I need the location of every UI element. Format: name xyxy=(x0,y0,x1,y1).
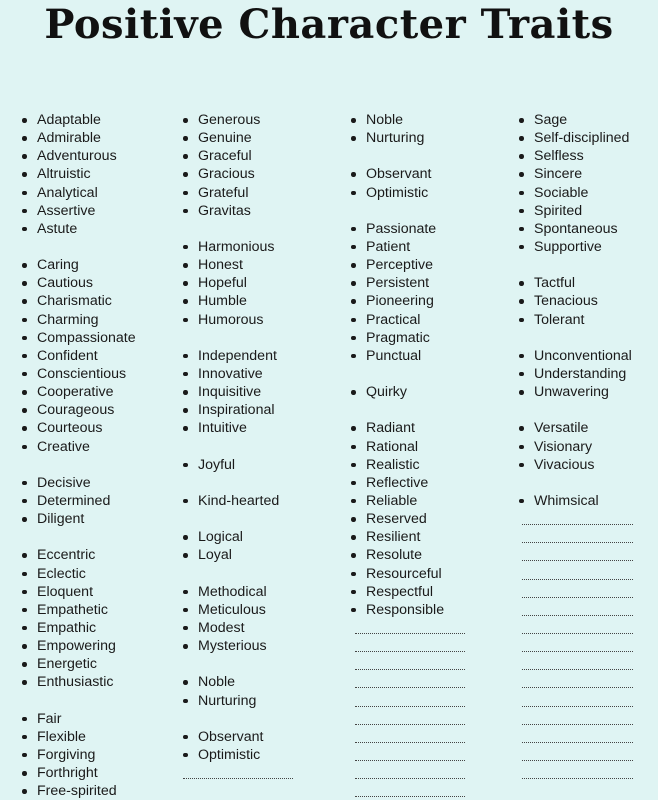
trait-item: Mysterious xyxy=(183,637,333,655)
trait-item: Passionate xyxy=(351,220,511,238)
dotted-blank-line xyxy=(522,655,633,673)
dotted-blank-line xyxy=(355,619,465,637)
trait-item: Optimistic xyxy=(183,746,333,764)
spacer xyxy=(519,256,654,274)
trait-item: Intuitive xyxy=(183,419,333,437)
dotted-blank-line xyxy=(355,673,465,691)
trait-item: Cooperative xyxy=(22,383,172,401)
spacer xyxy=(183,655,333,673)
trait-item: Spirited xyxy=(519,202,654,220)
spacer xyxy=(183,710,333,728)
trait-item: Honest xyxy=(183,256,333,274)
trait-item: Gravitas xyxy=(183,202,333,220)
spacer xyxy=(183,220,333,238)
trait-item: Charismatic xyxy=(22,292,172,310)
trait-item: Tactful xyxy=(519,274,654,292)
trait-item: Empathic xyxy=(22,619,172,637)
trait-item: Reflective xyxy=(351,474,511,492)
trait-item: Noble xyxy=(351,111,511,129)
trait-item: Resourceful xyxy=(351,565,511,583)
trait-item: Assertive xyxy=(22,202,172,220)
trait-item: Supportive xyxy=(519,238,654,256)
trait-item: Nurturing xyxy=(183,692,333,710)
trait-item: Conscientious xyxy=(22,365,172,383)
trait-item: Humorous xyxy=(183,311,333,329)
spacer xyxy=(519,329,654,347)
trait-item: Eloquent xyxy=(22,583,172,601)
trait-item: Courteous xyxy=(22,419,172,437)
dotted-blank-line xyxy=(522,673,633,691)
trait-item: Hopeful xyxy=(183,274,333,292)
dotted-blank-line xyxy=(522,510,633,528)
trait-item: Empathetic xyxy=(22,601,172,619)
trait-item: Vivacious xyxy=(519,456,654,474)
dotted-blank-line xyxy=(355,764,465,782)
trait-item: Generous xyxy=(183,111,333,129)
trait-item: Unconventional xyxy=(519,347,654,365)
spacer xyxy=(519,401,654,419)
dotted-blank-line xyxy=(522,565,633,583)
trait-item: Pragmatic xyxy=(351,329,511,347)
trait-item: Punctual xyxy=(351,347,511,365)
trait-item: Inquisitive xyxy=(183,383,333,401)
trait-item: Tolerant xyxy=(519,311,654,329)
trait-item: Responsible xyxy=(351,601,511,619)
spacer xyxy=(183,329,333,347)
dotted-blank-line xyxy=(355,692,465,710)
trait-item: Confident xyxy=(22,347,172,365)
trait-item: Respectful xyxy=(351,583,511,601)
trait-item: Decisive xyxy=(22,474,172,492)
dotted-blank-line xyxy=(522,692,633,710)
trait-item: Empowering xyxy=(22,637,172,655)
spacer xyxy=(183,474,333,492)
trait-item: Persistent xyxy=(351,274,511,292)
trait-item: Whimsical xyxy=(519,492,654,510)
trait-item: Meticulous xyxy=(183,601,333,619)
spacer xyxy=(183,438,333,456)
trait-item: Graceful xyxy=(183,147,333,165)
trait-item: Eclectic xyxy=(22,565,172,583)
trait-item: Grateful xyxy=(183,184,333,202)
spacer xyxy=(22,528,172,546)
trait-item: Noble xyxy=(183,673,333,691)
page-title: Positive Character Traits xyxy=(44,1,614,48)
trait-item: Admirable xyxy=(22,129,172,147)
spacer xyxy=(183,565,333,583)
spacer xyxy=(22,692,172,710)
trait-column-3 xyxy=(351,111,511,800)
dotted-blank-line xyxy=(522,601,633,619)
trait-item: Fair xyxy=(22,710,172,728)
trait-item: Modest xyxy=(183,619,333,637)
trait-item: Sincere xyxy=(519,165,654,183)
trait-item: Self-disciplined xyxy=(519,129,654,147)
trait-item: Adaptable xyxy=(22,111,172,129)
trait-item: Free-spirited xyxy=(22,782,172,800)
trait-column-2 xyxy=(183,111,333,782)
trait-item: Visionary xyxy=(519,438,654,456)
trait-item: Tenacious xyxy=(519,292,654,310)
trait-item: Kind-hearted xyxy=(183,492,333,510)
trait-item: Analytical xyxy=(22,184,172,202)
trait-item: Understanding xyxy=(519,365,654,383)
trait-item: Enthusiastic xyxy=(22,673,172,691)
trait-item: Realistic xyxy=(351,456,511,474)
spacer xyxy=(22,456,172,474)
trait-item: Diligent xyxy=(22,510,172,528)
trait-item: Forgiving xyxy=(22,746,172,764)
trait-item: Reserved xyxy=(351,510,511,528)
trait-item: Nurturing xyxy=(351,129,511,147)
spacer xyxy=(351,202,511,220)
trait-item: Forthright xyxy=(22,764,172,782)
trait-item: Astute xyxy=(22,220,172,238)
trait-item: Practical xyxy=(351,311,511,329)
dotted-blank-line xyxy=(522,546,633,564)
trait-item: Charming xyxy=(22,311,172,329)
trait-item: Altruistic xyxy=(22,165,172,183)
trait-item: Unwavering xyxy=(519,383,654,401)
trait-item: Caring xyxy=(22,256,172,274)
trait-item: Loyal xyxy=(183,546,333,564)
dotted-blank-line xyxy=(355,655,465,673)
trait-item: Methodical xyxy=(183,583,333,601)
dotted-blank-line xyxy=(355,637,465,655)
trait-item: Reliable xyxy=(351,492,511,510)
trait-item: Cautious xyxy=(22,274,172,292)
trait-item: Sociable xyxy=(519,184,654,202)
dotted-blank-line xyxy=(183,764,293,782)
dotted-blank-line xyxy=(522,528,633,546)
spacer xyxy=(351,401,511,419)
spacer xyxy=(351,365,511,383)
dotted-blank-line xyxy=(522,764,633,782)
trait-item: Inspirational xyxy=(183,401,333,419)
dotted-blank-line xyxy=(522,710,633,728)
dotted-blank-line xyxy=(355,728,465,746)
trait-item: Optimistic xyxy=(351,184,511,202)
trait-item: Spontaneous xyxy=(519,220,654,238)
trait-item: Humble xyxy=(183,292,333,310)
trait-item: Observant xyxy=(351,165,511,183)
trait-item: Perceptive xyxy=(351,256,511,274)
trait-item: Eccentric xyxy=(22,546,172,564)
trait-item: Pioneering xyxy=(351,292,511,310)
dotted-blank-line xyxy=(522,746,633,764)
trait-item: Adventurous xyxy=(22,147,172,165)
trait-item: Harmonious xyxy=(183,238,333,256)
trait-item: Quirky xyxy=(351,383,511,401)
trait-item: Resolute xyxy=(351,546,511,564)
trait-item: Sage xyxy=(519,111,654,129)
dotted-blank-line xyxy=(522,619,633,637)
trait-column-4 xyxy=(519,111,654,782)
trait-item: Compassionate xyxy=(22,329,172,347)
spacer xyxy=(519,474,654,492)
dotted-blank-line xyxy=(522,728,633,746)
trait-item: Selfless xyxy=(519,147,654,165)
trait-item: Gracious xyxy=(183,165,333,183)
trait-item: Versatile xyxy=(519,419,654,437)
trait-item: Independent xyxy=(183,347,333,365)
spacer xyxy=(22,238,172,256)
spacer xyxy=(351,147,511,165)
trait-item: Rational xyxy=(351,438,511,456)
trait-item: Genuine xyxy=(183,129,333,147)
trait-item: Energetic xyxy=(22,655,172,673)
trait-column-1 xyxy=(22,111,172,800)
trait-item: Innovative xyxy=(183,365,333,383)
dotted-blank-line xyxy=(522,637,633,655)
trait-item: Observant xyxy=(183,728,333,746)
trait-item: Joyful xyxy=(183,456,333,474)
spacer xyxy=(183,510,333,528)
trait-item: Patient xyxy=(351,238,511,256)
trait-item: Determined xyxy=(22,492,172,510)
dotted-blank-line xyxy=(355,782,465,800)
trait-item: Flexible xyxy=(22,728,172,746)
dotted-blank-line xyxy=(355,710,465,728)
dotted-blank-line xyxy=(522,583,633,601)
trait-item: Resilient xyxy=(351,528,511,546)
trait-item: Creative xyxy=(22,438,172,456)
trait-item: Logical xyxy=(183,528,333,546)
trait-item: Radiant xyxy=(351,419,511,437)
trait-item: Courageous xyxy=(22,401,172,419)
dotted-blank-line xyxy=(355,746,465,764)
